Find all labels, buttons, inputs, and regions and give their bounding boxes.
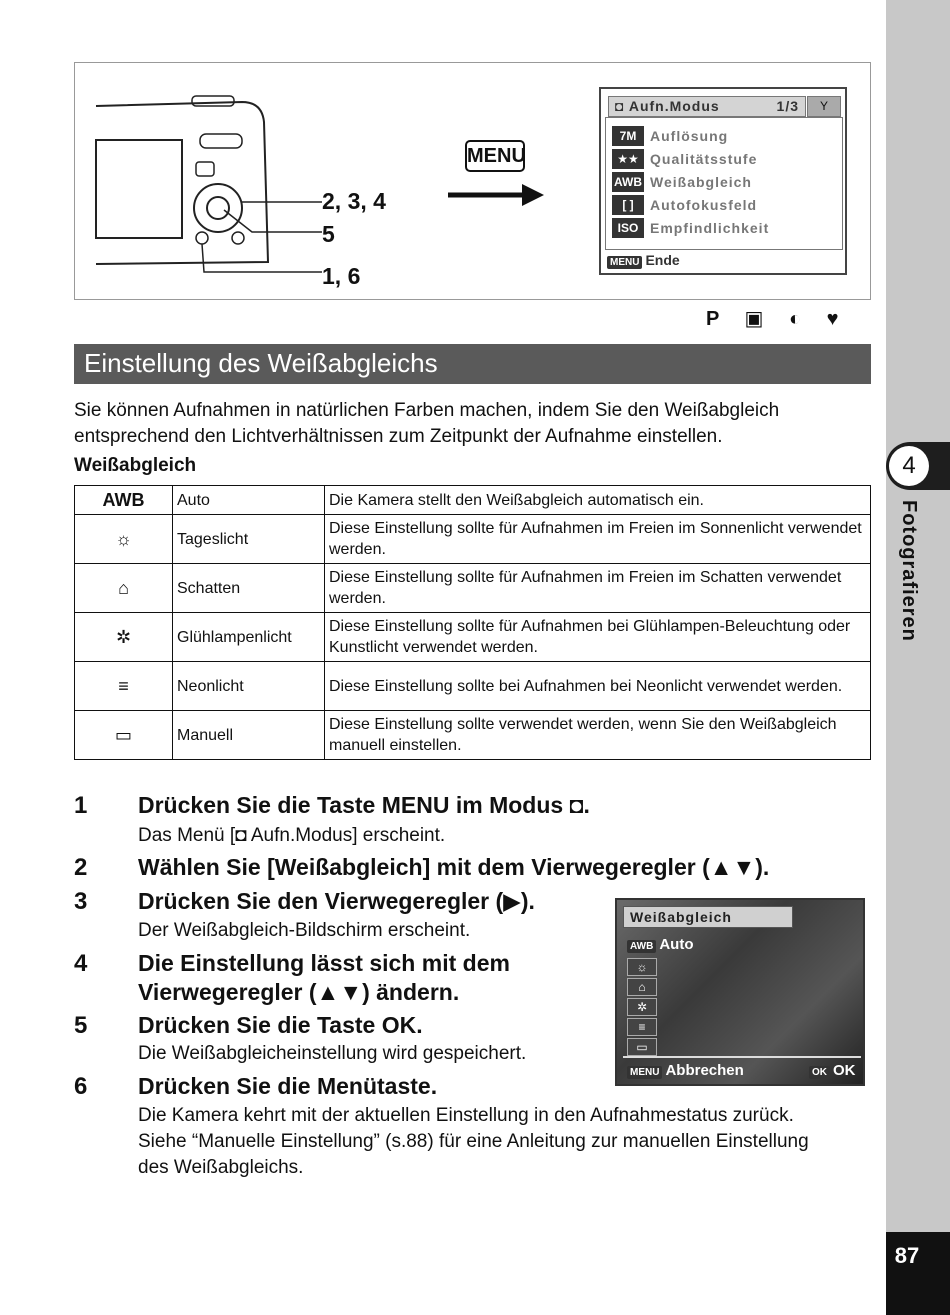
awb-icon: AWB xyxy=(627,940,656,953)
table-row xyxy=(75,662,871,711)
white-balance-icon: AWB xyxy=(612,172,644,192)
menu-item: Auflösung xyxy=(650,128,729,144)
iso-icon: ISO xyxy=(612,218,644,238)
wb-name: Manuell xyxy=(173,711,325,760)
menu-key-icon: MENU xyxy=(627,1066,662,1079)
step-text: Der Weißabgleich-Bildschirm erscheint. xyxy=(138,920,471,941)
step-heading: Drücken Sie die Menütaste. xyxy=(138,1073,438,1099)
step-heading: Drücken Sie die Taste MENU im Modus ◘. xyxy=(138,792,590,818)
wb-description: Diese Einstellung sollte bei Aufnahmen bei Neonlicht verwendet werden. xyxy=(325,662,871,711)
focus-area-icon: [ ] xyxy=(612,195,644,215)
menu-item: Autofokusfeld xyxy=(650,197,758,213)
tungsten-icon: ✲ xyxy=(627,998,657,1016)
menu-item: Weißabgleich xyxy=(650,174,752,190)
ok-key-icon: OK xyxy=(809,1066,830,1079)
camera-back-illustration xyxy=(92,92,322,288)
wb-name: Neonlicht xyxy=(173,662,325,711)
tungsten-icon: ✲ xyxy=(75,613,173,662)
wb-description: Die Kamera stellt den Weißabgleich automatisch ein. xyxy=(325,486,871,515)
step-heading: Die Einstellung lässt sich mit dem xyxy=(138,950,510,976)
table-row xyxy=(75,486,871,515)
wb-description: Diese Einstellung sollte für Aufnahmen im Freien im Sonnenlicht verwendet werden. xyxy=(325,515,871,564)
table-row xyxy=(75,515,871,564)
table-row xyxy=(75,613,871,662)
shade-icon: ⌂ xyxy=(627,978,657,996)
step-number: 3 xyxy=(74,888,88,915)
step-heading: Vierwegeregler (▲▼) ändern. xyxy=(138,979,460,1005)
menu-screen-footer: MENU Ende xyxy=(607,252,680,269)
table-heading: Weißabgleich xyxy=(74,455,197,476)
table-row xyxy=(75,711,871,760)
callout-1-6: 1, 6 xyxy=(322,263,361,289)
step-number: 1 xyxy=(74,792,88,819)
step-heading: Wählen Sie [Weißabgleich] mit dem Vierwegeregler (▲▼). xyxy=(138,854,770,880)
menu-item: Empfindlichkeit xyxy=(650,220,770,236)
menu-key-icon: MENU xyxy=(607,256,642,269)
setup-tab-icon: Y xyxy=(807,96,841,117)
step-text: Die Weißabgleicheinstellung wird gespeichert. xyxy=(138,1043,527,1064)
white-balance-table xyxy=(74,485,871,760)
menu-key-icon: MENU xyxy=(465,140,525,172)
mode-icons: P ▣ ◐ ♥ xyxy=(706,308,849,330)
step-text: Die Kamera kehrt mit der aktuellen Einstellung in den Aufnahmestatus zurück. xyxy=(138,1105,794,1126)
chapter-label: Fotografieren xyxy=(898,500,920,642)
step-number: 4 xyxy=(74,950,88,977)
page-number: 87 xyxy=(894,1243,920,1268)
wb-name: Auto xyxy=(173,486,325,515)
step-heading: Drücken Sie den Vierwegeregler (▶). xyxy=(138,888,535,914)
ok-label: OK OK xyxy=(809,1062,856,1079)
arrow-right-icon xyxy=(448,180,546,210)
step-heading: Drücken Sie die Taste OK. xyxy=(138,1012,423,1038)
manual-wb-icon: ▭ xyxy=(627,1038,657,1056)
step-text: Das Menü [◘ Aufn.Modus] erscheint. xyxy=(138,825,446,846)
cancel-label: MENU Abbrechen xyxy=(627,1062,744,1079)
step-text: des Weißabgleichs. xyxy=(138,1157,304,1178)
divider xyxy=(623,1056,861,1058)
wb-description: Diese Einstellung sollte verwendet werden, wenn Sie den Weißabgleich manuell einstellen. xyxy=(325,711,871,760)
wb-description: Diese Einstellung sollte für Aufnahmen bei Glühlampen-Beleuchtung oder Kunstlicht verwendet werden. xyxy=(325,613,871,662)
step-number: 5 xyxy=(74,1012,88,1039)
wb-description: Diese Einstellung sollte für Aufnahmen im Freien im Schatten verwendet werden. xyxy=(325,564,871,613)
camera-icon: ◘ xyxy=(615,98,629,114)
fluorescent-icon: ≡ xyxy=(75,662,173,711)
wb-name: Schatten xyxy=(173,564,325,613)
intro-paragraph: Sie können Aufnahmen in natürlichen Farben machen, indem Sie den Weißabgleich entsprechend den Lichtverhältnissen zum Zeitpunkt der Aufnahme einstellen. xyxy=(74,400,780,447)
callout-2-3-4: 2, 3, 4 xyxy=(322,188,386,214)
step-number: 6 xyxy=(74,1073,88,1100)
callout-5: 5 xyxy=(322,221,335,247)
shade-icon: ⌂ xyxy=(75,564,173,613)
awb-icon: AWB xyxy=(75,486,173,515)
white-balance-screen xyxy=(615,898,865,1086)
daylight-icon: ☼ xyxy=(627,958,657,976)
step-text: Siehe “Manuelle Einstellung” (s.88) für eine Anleitung zur manuellen Einstellung xyxy=(138,1131,809,1152)
resolution-icon: 7M xyxy=(612,126,644,146)
screen-title: Weißabgleich xyxy=(623,906,793,928)
section-title: Einstellung des Weißabgleichs xyxy=(74,344,871,384)
menu-item: Qualitätsstufe xyxy=(650,151,758,167)
chapter-number: 4 xyxy=(889,446,929,486)
wb-name: Glühlampenlicht xyxy=(173,613,325,662)
manual-wb-icon: ▭ xyxy=(75,711,173,760)
selected-option: AWB Auto xyxy=(627,936,694,953)
quality-icon: ★★ xyxy=(612,149,644,169)
menu-screen xyxy=(599,87,847,275)
menu-screen-body xyxy=(605,117,843,250)
menu-screen-tab: ◘ Aufn.Modus 1/3 xyxy=(608,96,806,117)
table-row xyxy=(75,564,871,613)
fluorescent-icon: ≡ xyxy=(627,1018,657,1036)
wb-name: Tageslicht xyxy=(173,515,325,564)
step-number: 2 xyxy=(74,854,88,881)
daylight-icon: ☼ xyxy=(75,515,173,564)
